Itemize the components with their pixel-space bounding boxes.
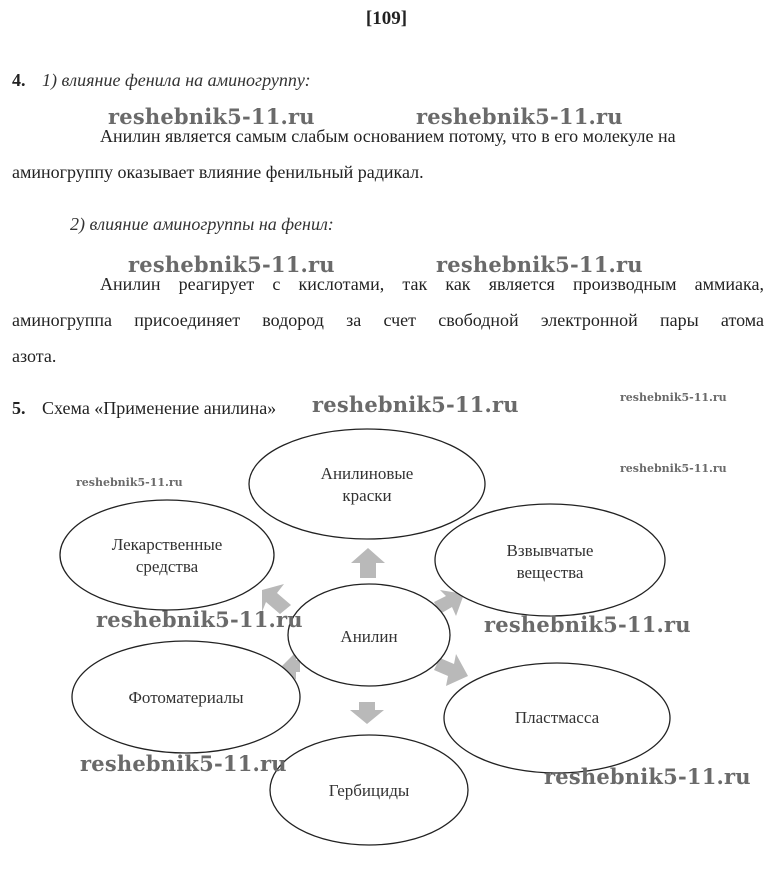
node-explosives-line-1: Взвывчатые <box>506 541 594 560</box>
task-4-para-2-line-3: азота. <box>12 346 57 366</box>
watermark-small: reshebnik5-11.ru <box>620 391 727 404</box>
node-plastic: Пластмасса <box>514 708 600 727</box>
node-medicines <box>67 534 267 578</box>
watermark: reshebnik5-11.ru <box>108 104 315 129</box>
node-medicines-line-1: Лекарственные <box>111 535 223 554</box>
watermark: reshebnik5-11.ru <box>80 751 287 776</box>
node-dyes-line-1: Анилиновые <box>320 464 414 483</box>
watermark: reshebnik5-11.ru <box>96 607 303 632</box>
task-4-para-2-line-2: аминогруппа присоединяет водород за счет свободной электронной пары атома <box>12 310 764 330</box>
task-4-para-1-line-2: аминогруппу оказывает влияние фенильный радикал. <box>12 162 424 182</box>
task-4-heading-1: 1) влияние фенила на аминогруппу: <box>42 70 311 90</box>
watermark: reshebnik5-11.ru <box>416 104 623 129</box>
watermark: reshebnik5-11.ru <box>484 612 691 637</box>
task-4-heading-2: 2) влияние аминогруппы на фенил: <box>70 214 334 234</box>
arrow-up <box>351 548 385 578</box>
task-5-title: Схема «Применение анилина» <box>42 398 277 418</box>
node-herbicides: Гербициды <box>328 781 410 800</box>
page-number: [109] <box>365 8 408 29</box>
watermark: reshebnik5-11.ru <box>544 764 751 789</box>
watermark: reshebnik5-11.ru <box>436 252 643 277</box>
node-center-aniline: Анилин <box>340 627 398 646</box>
node-dyes <box>267 463 467 507</box>
node-dyes-line-2: краски <box>342 486 392 505</box>
watermark-small: reshebnik5-11.ru <box>620 462 727 475</box>
node-explosives <box>450 540 650 584</box>
watermark-small: reshebnik5-11.ru <box>76 476 183 489</box>
task-4-para-1-line-1: Анилин является самым слабым основанием потому, что в его молекуле на <box>100 126 676 146</box>
node-photo: Фотоматериалы <box>128 688 244 707</box>
node-explosives-line-2: вещества <box>516 563 584 582</box>
arrow-down <box>350 702 384 724</box>
node-medicines-line-2: средства <box>135 557 199 576</box>
watermark: reshebnik5-11.ru <box>312 392 519 417</box>
task-5-number: 5. <box>12 398 26 418</box>
task-4-para-2-line-1: Анилин реагирует с кислотами, так как является производным аммиака, <box>100 274 764 294</box>
watermark: reshebnik5-11.ru <box>128 252 335 277</box>
task-4-number: 4. <box>12 70 26 90</box>
